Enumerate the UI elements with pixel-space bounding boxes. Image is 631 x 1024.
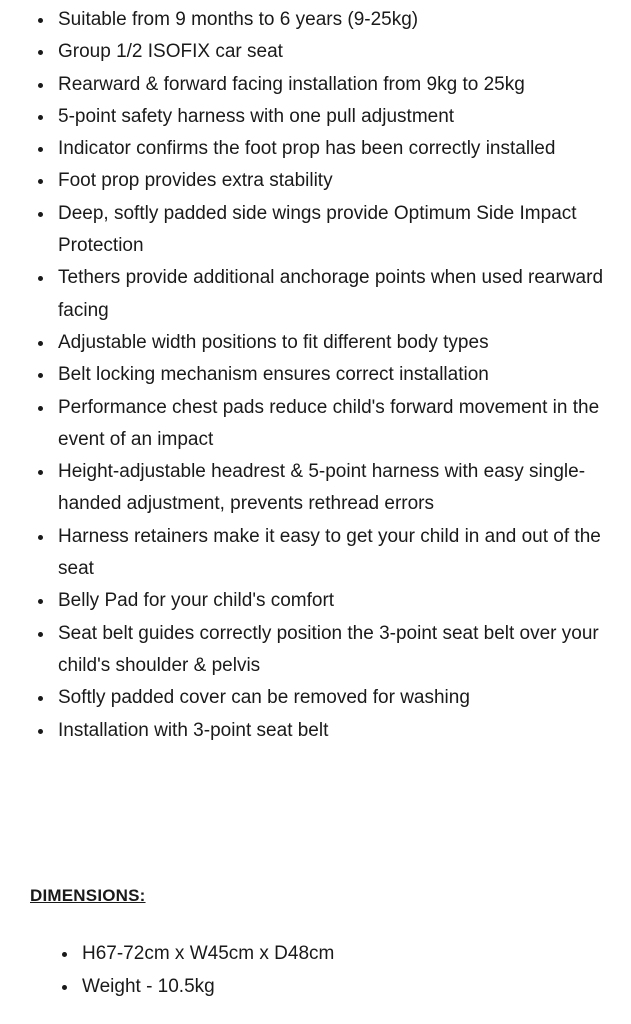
feature-item: Performance chest pads reduce child's forward movement in the event of an impact: [0, 392, 631, 457]
feature-item: Group 1/2 ISOFIX car seat: [0, 36, 631, 68]
feature-item: Belt locking mechanism ensures correct installation: [0, 359, 631, 391]
feature-list: [0, 4, 631, 747]
feature-item: 5-point safety harness with one pull adjustment: [0, 101, 631, 133]
feature-item: Rearward & forward facing installation from 9kg to 25kg: [0, 69, 631, 101]
feature-item: Tethers provide additional anchorage points when used rearward facing: [0, 262, 631, 327]
feature-item: Softly padded cover can be removed for washing: [0, 682, 631, 714]
feature-item: Adjustable width positions to fit different body types: [0, 327, 631, 359]
dimension-item: Weight - 10.5kg: [0, 971, 631, 1004]
feature-item: Foot prop provides extra stability: [0, 165, 631, 197]
feature-item: Indicator confirms the foot prop has been correctly installed: [0, 133, 631, 165]
feature-item: Suitable from 9 months to 6 years (9-25kg): [0, 4, 631, 36]
feature-item: Installation with 3-point seat belt: [0, 715, 631, 747]
feature-item: Height-adjustable headrest & 5-point harness with easy single-handed adjustment, prevents rethread errors: [0, 456, 631, 521]
dimensions-list: [0, 938, 631, 1003]
dimension-item: H67-72cm x W45cm x D48cm: [0, 938, 631, 971]
feature-item: Harness retainers make it easy to get your child in and out of the seat: [0, 521, 631, 586]
feature-item: Seat belt guides correctly position the 3-point seat belt over your child's shoulder & pelvis: [0, 618, 631, 683]
feature-item: Deep, softly padded side wings provide Optimum Side Impact Protection: [0, 198, 631, 263]
feature-item: Belly Pad for your child's comfort: [0, 585, 631, 617]
dimensions-heading: DIMENSIONS:: [30, 886, 146, 905]
